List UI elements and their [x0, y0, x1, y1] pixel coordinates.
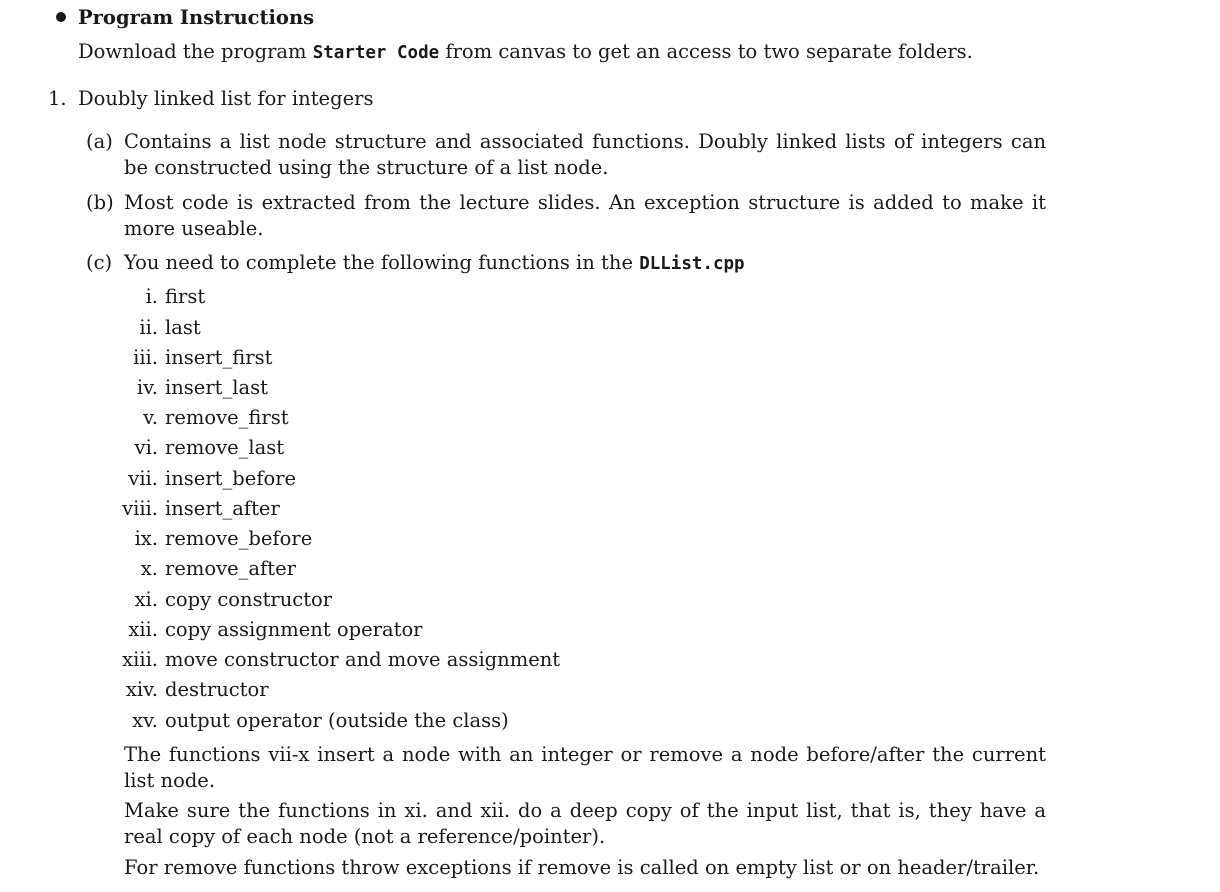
function-name: remove_last: [165, 436, 285, 459]
section-heading: Program Instructions: [78, 6, 315, 29]
function-name: last: [165, 316, 201, 339]
item-text-b: Most code is extracted from the lecture slides. An exception structure is added to make it more useable.: [124, 191, 1046, 240]
function-numeral: xii.: [128, 618, 158, 641]
item-text-a: Contains a list node structure and associated functions. Doubly linked lists of integers can be constructed using the structure of a list node.: [124, 130, 1046, 179]
filename-label: DLList.cpp: [639, 254, 745, 274]
function-name: insert_first: [165, 346, 273, 369]
download-prefix: Download the program: [78, 40, 307, 63]
item-label-c: (c): [86, 251, 113, 274]
bullet-icon: [56, 12, 66, 22]
function-name: remove_after: [165, 557, 296, 580]
item-label-a: (a): [86, 130, 113, 153]
download-suffix: from canvas to get an access to two separate folders.: [445, 40, 973, 63]
function-numeral: x.: [140, 557, 158, 580]
section-number: 1.: [48, 87, 67, 110]
item-text-c: [124, 250, 745, 277]
function-numeral: viii.: [122, 497, 158, 520]
function-numeral: xiii.: [122, 648, 158, 671]
download-instruction: [78, 39, 973, 66]
function-numeral: xiv.: [125, 678, 158, 701]
function-name: remove_first: [165, 406, 289, 429]
function-name: copy constructor: [165, 588, 333, 611]
function-name: insert_after: [165, 497, 280, 520]
function-numeral: ix.: [134, 527, 158, 550]
function-numeral: vi.: [134, 436, 158, 459]
function-numeral: vii.: [128, 467, 158, 490]
function-name: move constructor and move assignment: [165, 648, 561, 671]
function-name: destructor: [165, 678, 269, 701]
function-name: copy assignment operator: [165, 618, 423, 641]
function-numeral: xi.: [134, 588, 158, 611]
function-name: first: [165, 285, 206, 308]
function-name: output operator (outside the class): [165, 709, 509, 732]
function-numeral: xv.: [132, 709, 158, 732]
item-c-prefix: You need to complete the following functions in the: [124, 251, 633, 274]
item-label-b: (b): [86, 191, 114, 214]
function-name: insert_last: [165, 376, 268, 399]
function-numeral: ii.: [139, 316, 158, 339]
starter-code-label: Starter Code: [312, 43, 440, 63]
function-name: remove_before: [165, 527, 313, 550]
note-paragraph: Make sure the functions in xi. and xii. do a deep copy of the input list, that is, they have a real copy of each node (not a reference/pointer).: [124, 799, 1046, 848]
function-name: insert_before: [165, 467, 297, 490]
function-numeral: iii.: [133, 346, 158, 369]
section-title: Doubly linked list for integers: [78, 87, 374, 110]
function-numeral: i.: [145, 285, 158, 308]
function-numeral: iv.: [136, 376, 158, 399]
note-paragraph: The functions vii-x insert a node with an integer or remove a node before/after the current list node.: [124, 743, 1046, 792]
note-paragraph: For remove functions throw exceptions if remove is called on empty list or on header/trailer.: [124, 856, 1040, 879]
function-numeral: v.: [143, 406, 158, 429]
